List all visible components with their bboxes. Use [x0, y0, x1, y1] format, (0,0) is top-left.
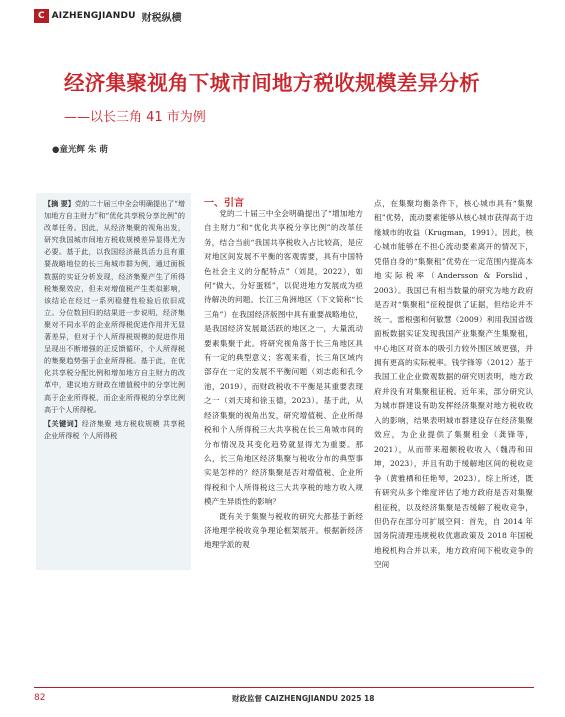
body-column-middle [204, 207, 363, 673]
paragraph: 点，在集聚均衡条件下，核心城市具有“集聚租”优势，流动要素能够从核心城市获得高于边缘城市的收益（Krugman，1991）。因此，核心城市能够在不担心流动要素离开的情况下，凭借自身的“集聚租”优势在一定范围内提高本地实际税率（Andersson & Forslid，2003）。我国已有相当数量的研究为地方政府是否对“集聚租”征税提供了证据，但结论并不统一。雷根强和何敏慧（2009）利用我国省级面板数据实证发现我国产业集聚产生集聚租，中心地区对资本的吸引力较外围区域更强，并拥有更高的实际税率。钱学锋等（2012）基于我国工业企业微观数据的研究则表明，地方政府并没有对集聚租征税。近年来，部分研究认为城市群建设有助发挥经济集聚对地方税收收入的影响，结果表明城市群建设存在经济集聚效应，为企业提供了集聚租金（龚锋等，2021），从而带来超额税收收入（魏涛和田坤，2023），并且有助于缓解地区间的税收竞争（黄雅栖和任艳琴，2023）。综上所述，既有研究从多个维度评估了地方政府是否对集聚租征税，以及经济集聚是否缓解了税收竞争，但仍存在部分可扩展空间：首先，自 2014 年国务院清理违规税收优惠政策及 2018 年国税地税机构合并以来，地方政府间下税收竞争的空间 [374, 199, 533, 570]
abstract-box [36, 193, 191, 570]
article-title: 经济集聚视角下城市间地方税收规模差异分析 [64, 71, 480, 95]
brand-name: AIZHENGJIANDU [51, 11, 136, 21]
keywords-text: 经济集聚 地方税收规模 共享税 企业所得税 个人所得税 [44, 418, 186, 440]
footer-rule [34, 687, 534, 688]
page-number: 82 [34, 693, 46, 703]
column-name: 财税纵横 [141, 12, 182, 24]
keywords-label: 【关键词】 [44, 418, 82, 428]
article-subtitle: ——以长三角 41 市为例 [64, 110, 206, 125]
paragraph: 既有关于集聚与税收的研究大都基于新经济地理学税收竞争理论框架展开。根据新经济地理学派的观 [204, 511, 363, 550]
keywords [44, 418, 185, 442]
article-authors: ●童光辉 朱 萌 [52, 145, 108, 155]
section-heading: 一、引言 [204, 198, 244, 209]
body-column-right [374, 197, 533, 675]
abstract-text: 党的二十届三中全会明确提出了“增加地方自主财力”和“优化共享税分享比例”的改革任务。因此，从经济集聚的视角出发，研究我国城市间地方税收规模差异显得尤为必要。基于此，以我国经济最具活力且有重要战略地位的长三角城市群为例，通过面板数据的实证分析发现，经济集聚产生了所得税集聚效应，但未对增值税产生类似影响，该结论在经过一系列稳健性检验后依旧成立。分位数回归的结果进一步说明，经济集聚对不同水平的企业所得税促进作用并无显著差异，但对于个人所得税规模的促进作用呈现出不断增强的正反馈循环，个人所得税的集聚趋势强于企业所得税。基于此，在优化共享税分配比例和增加地方自主财力的改革中，建议地方财政在增值税中的分享比例高于企业所得税，而企业所得税的分享比例高于个人所得税。 [44, 199, 185, 414]
abstract-label: 【摘 要】 [44, 199, 75, 208]
brand-initial: C [34, 9, 49, 23]
footer-journal: 财政监督 CAIZHENGJIANDU 2025 18 [232, 694, 375, 703]
journal-brand [34, 9, 182, 23]
paragraph: 党的二十届三中全会明确提出了“增加地方自主财力”和“优化共享税分享比例”的改革任务，结合当前“我国共享税收入占比较高，是应对地区间发展不平衡的客观需要，具有中国特色社会主义的分配特点”（刘昆，2022），如何“做大、分好蛋糕”，以促进地方发展成为亟待解决的问题。长江三角洲地区（下文简称“长三角”）在我国经济版图中具有重要战略地位，是我国经济发展最活跃的地区之一，大量流动要素集聚于此。将研究视角落于长三角地区具有一定的典型意义；客观来看，长三角区域内部存在一定的发展不平衡问题（刘志彪和孔令池，2019），而财政税收不平衡是其重要表现之一（刘天琦和徐玉德，2023）。基于此，从经济集聚的视角出发，研究增值税、企业所得税和个人所得税三大共享税在长三角城市间的分布情况及其变化趋势就显得尤为重要。那么，长三角地区经济集聚与税收分布的典型事实是怎样的？经济集聚是否对增值税、企业所得税和个人所得税这三大共享税的地方收入规模产生异质性的影响？ [204, 209, 363, 507]
